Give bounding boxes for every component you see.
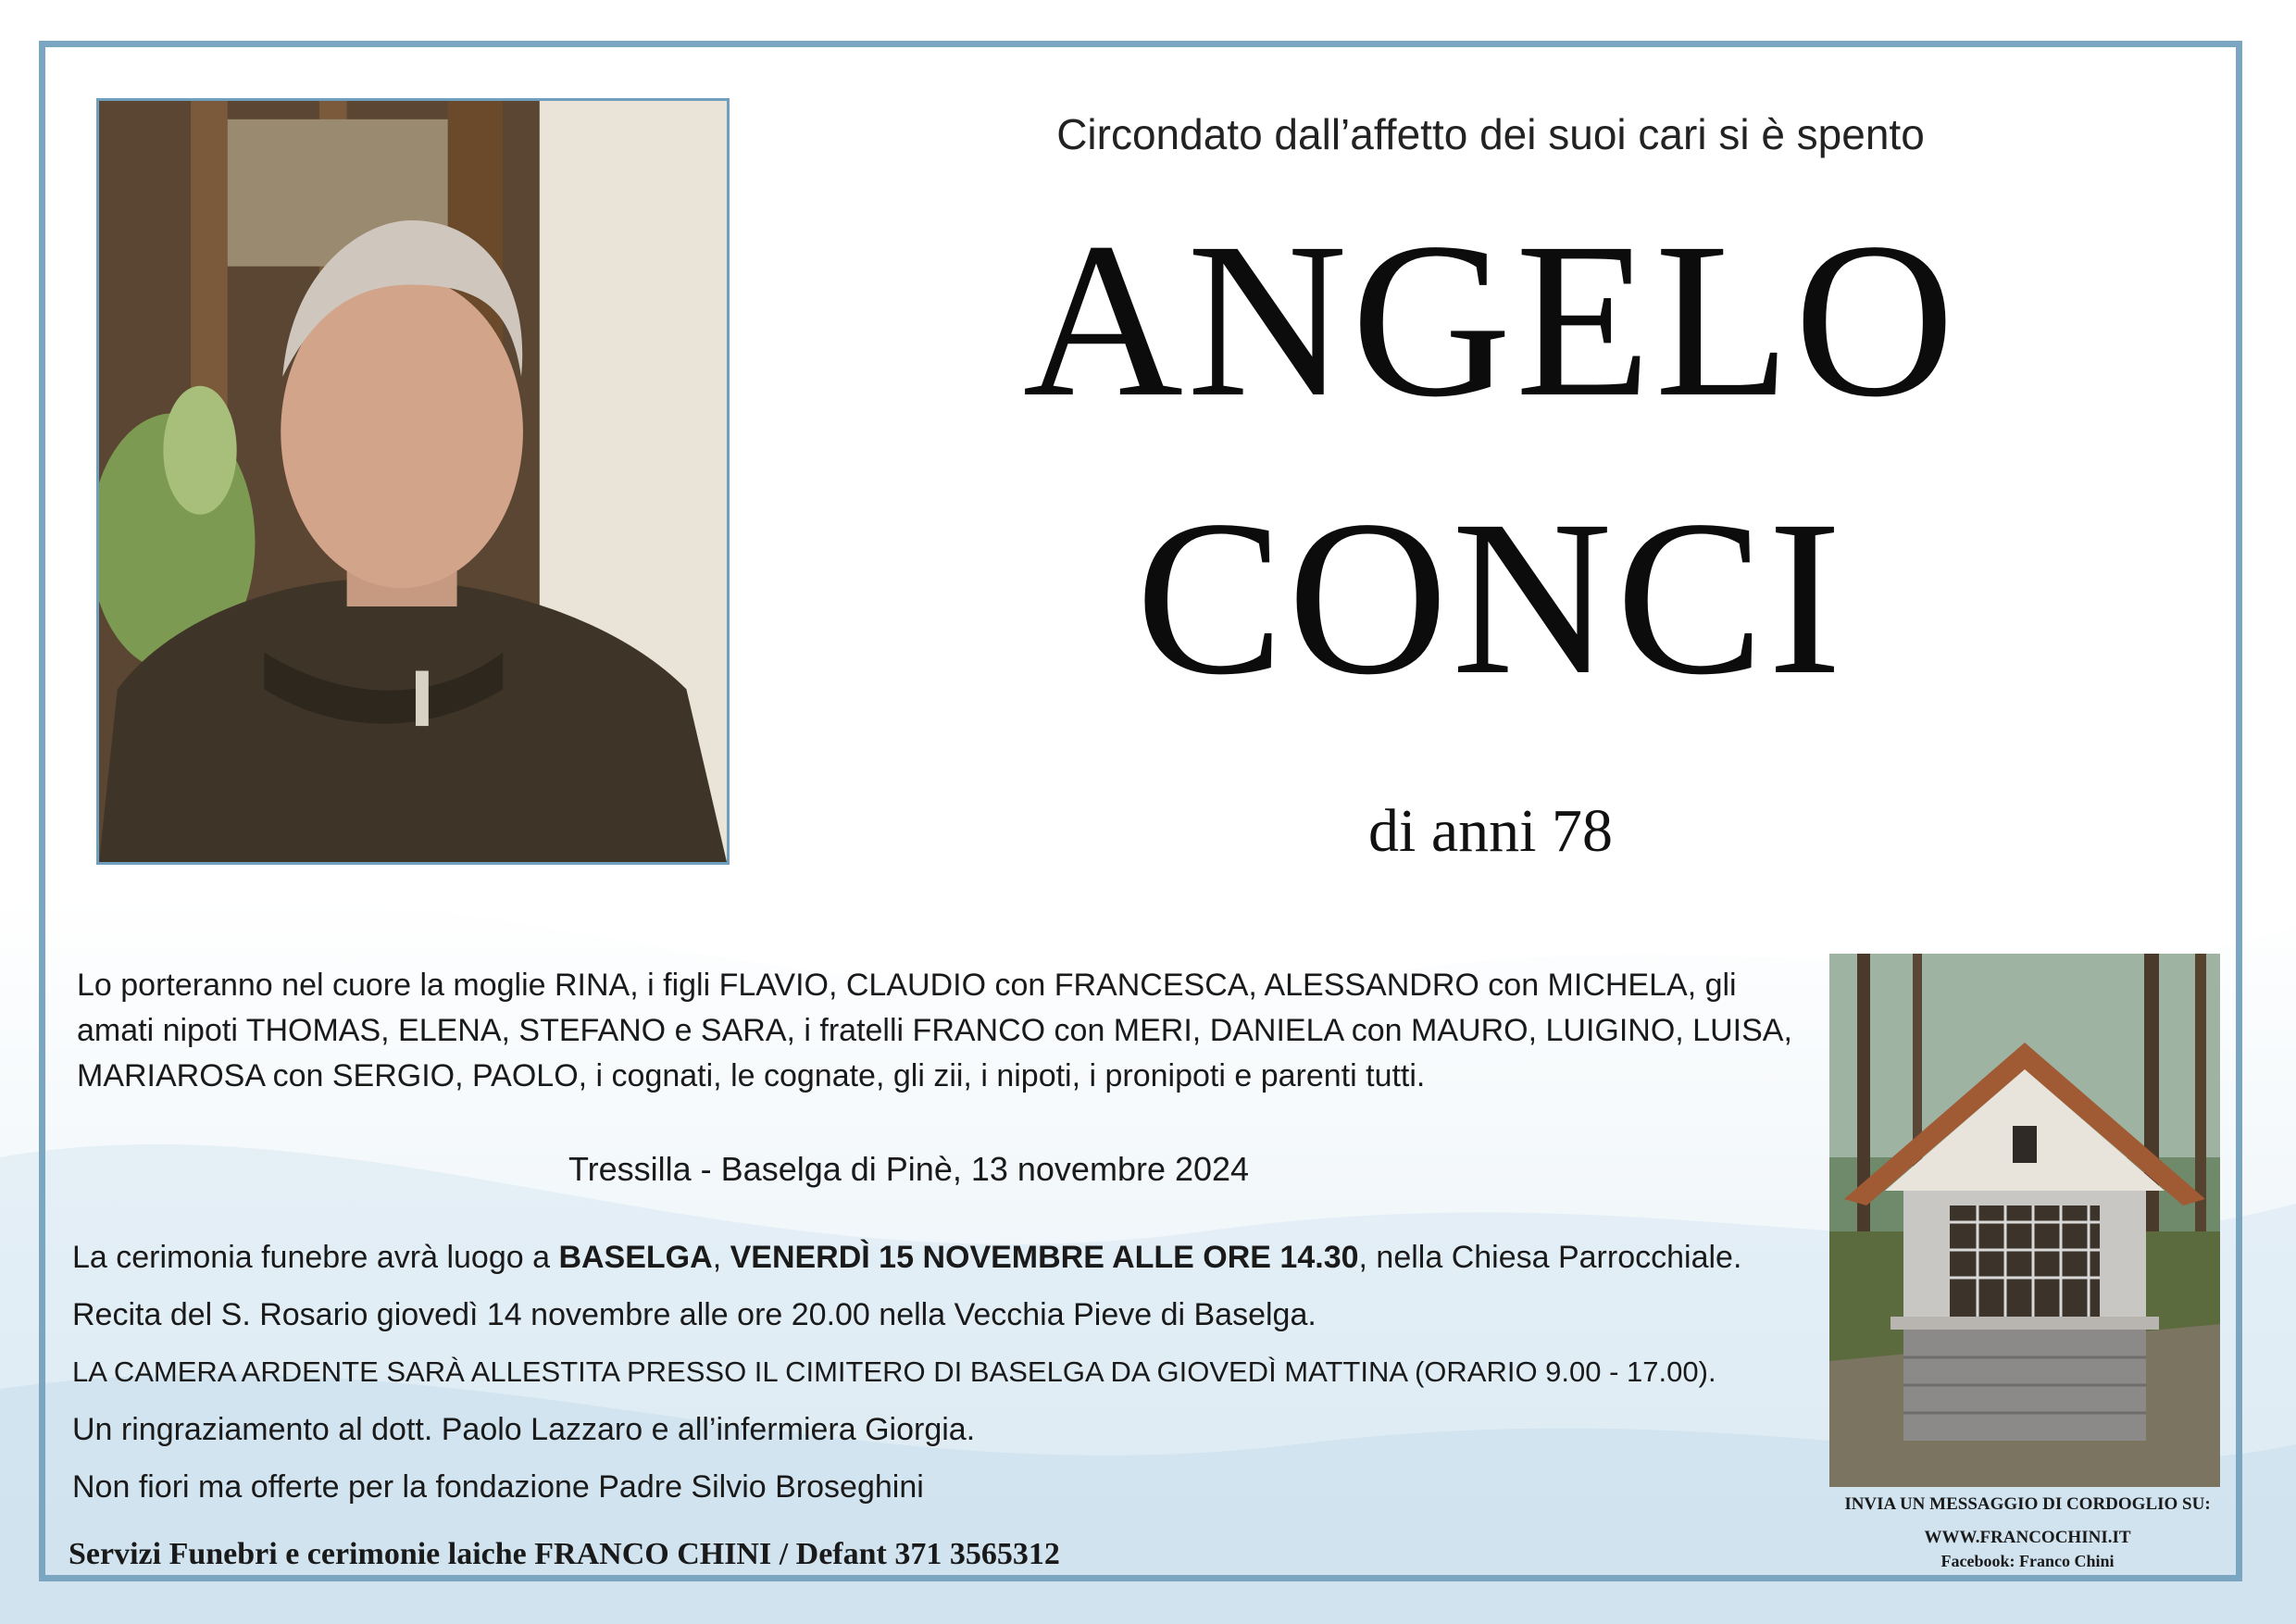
ceremony-prefix: La cerimonia funebre avrà luogo a	[72, 1240, 559, 1275]
mourners-paragraph: Lo porteranno nel cuore la moglie RINA, i figli FLAVIO, CLAUDIO con FRANCESCA, ALESSANDRO con MICHELA, gli amati nipoti THOMAS, ELENA, STEFANO e SARA, i fratelli FRANCO con MERI, DANIELA con MAURO, LUIGINO, LUISA, MARIAROSA con SERGIO, PAOLO, i cognati, le cognate, gli zii, i nipoti, i pronipoti e parenti tutti.	[77, 968, 1792, 1093]
portrait-photo	[96, 98, 730, 865]
place-date: Tressilla - Baselga di Pinè, 13 novembre 2024	[568, 1150, 1250, 1188]
ceremony-datetime: VENERDÌ 15 NOVEMBRE ALLE ORE 14.30	[730, 1240, 1359, 1275]
chapel-photo	[1829, 954, 2220, 1487]
thanks-line: Un ringraziamento al dott. Paolo Lazzaro e all’infermiera Giorgia.	[72, 1412, 976, 1447]
age-text: di anni 78	[1368, 797, 1613, 865]
condolence-box	[1815, 1493, 2240, 1572]
flowers-line: Non fiori ma offerte per la fondazione Padre Silvio Broseghini	[72, 1469, 924, 1505]
funeral-service-footer: Servizi Funebri e cerimonie laiche FRANCO CHINI / Defant 371 3565312	[69, 1537, 1060, 1571]
condolence-title: INVIA UN MESSAGGIO DI CORDOGLIO SU:	[1844, 1494, 2211, 1514]
ceremony-sep: ,	[712, 1240, 730, 1275]
chamber-line: LA CAMERA ARDENTE SARÀ ALLESTITA PRESSO IL CIMITERO DI BASELGA DA GIOVEDÌ MATTINA (ORARIO 9.00 - 17.00).	[72, 1355, 1716, 1388]
last-name: CONCI	[1135, 474, 1846, 720]
first-name: ANGELO	[1022, 196, 1959, 443]
ceremony-location: BASELGA	[558, 1240, 713, 1275]
condolence-facebook-link[interactable]: Facebook: Franco Chini	[1940, 1552, 2115, 1570]
ceremony-suffix: , nella Chiesa Parrocchiale.	[1358, 1240, 1742, 1275]
intro-text: Circondato dall’affetto dei suoi cari si è spento	[1056, 110, 1925, 158]
rosary-line: Recita del S. Rosario giovedì 14 novembre alle ore 20.00 nella Vecchia Pieve di Baselga.	[72, 1297, 1316, 1332]
condolence-website-link[interactable]: WWW.FRANCOCHINI.IT	[1924, 1528, 2131, 1547]
ceremony-line	[72, 1240, 1741, 1276]
